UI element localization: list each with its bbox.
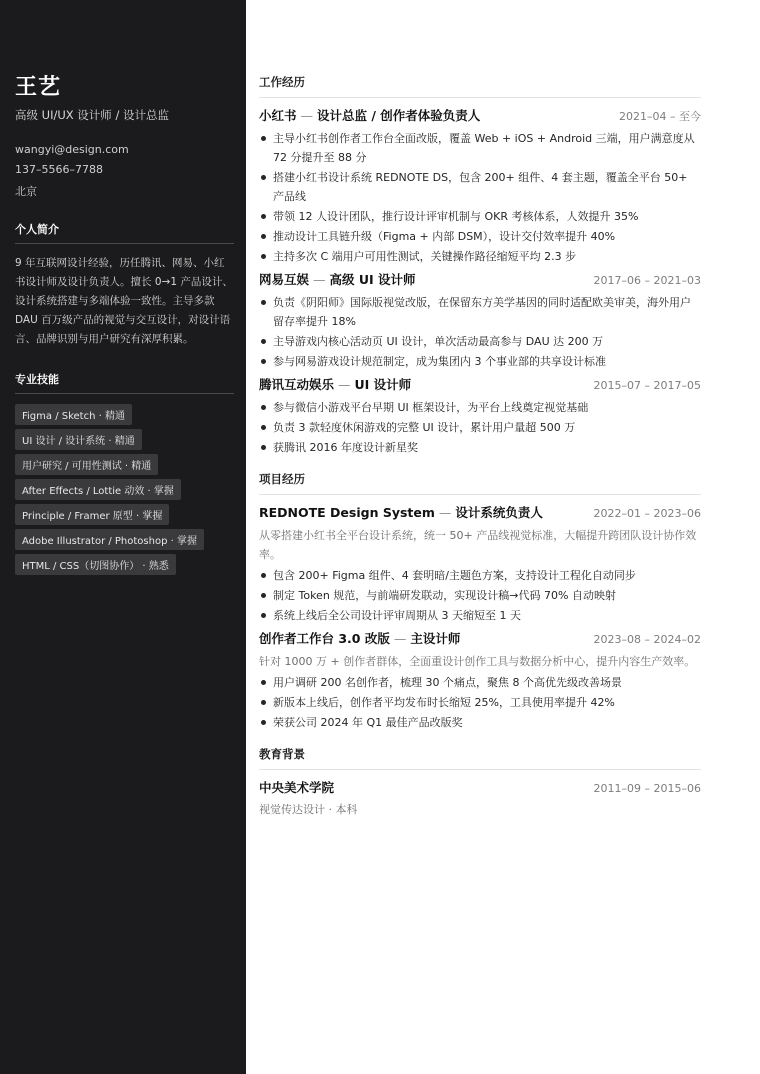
date-range: 2011–09 – 2015–06 [593,782,701,795]
candidate-name: 王艺 [15,75,62,100]
skill-tag: Principle / Framer 原型 · 掌握 [15,504,169,525]
project-entry [259,629,701,732]
phone: 137–5566–7788 [15,163,103,176]
bullet-item: 主导游戏内核心活动页 UI 设计，单次活动最高参与 DAU 达 200 万 [259,332,701,351]
bullet-list [259,673,701,732]
work-entry-title [259,375,411,393]
work-heading: 工作经历 [259,74,701,98]
school-name: 中央美术学院 [259,780,335,795]
bullet-item: 参与微信小游戏平台早期 UI 框架设计，为平台上线奠定视觉基础 [259,398,701,417]
date-range: 2022–01 – 2023–06 [593,507,701,520]
project-name: REDNOTE Design System [259,505,435,520]
skill-tag: HTML / CSS（切图协作） · 熟悉 [15,554,176,575]
skill-tag: Adobe Illustrator / Photoshop · 掌握 [15,529,204,550]
bullet-list [259,129,701,266]
role: 设计系统负责人 [455,505,543,520]
bullet-item: 搭建小红书设计系统 REDNOTE DS，包含 200+ 组件、4 套主题，覆盖全平台 50+ 产品线 [259,168,701,206]
bullet-item: 系统上线后全公司设计评审周期从 3 天缩短至 1 天 [259,606,701,625]
sidebar [0,0,246,1074]
skill-tag: UI 设计 / 设计系统 · 精通 [15,429,142,450]
major: 视觉传达设计 · 本科 [259,803,358,816]
skill-tag: Figma / Sketch · 精通 [15,404,132,425]
bullet-item: 新版本上线后，创作者平均发布时长缩短 25%，工具使用率提升 42% [259,693,701,712]
skills-heading: 专业技能 [15,371,234,394]
bullet-list [259,566,701,625]
role: UI 设计师 [354,377,412,392]
date-range: 2021–04 – 至今 [619,110,701,123]
education-section [259,746,701,817]
work-entry-title [259,106,480,124]
separator: — [300,108,314,123]
main-content [246,0,760,1074]
bullet-list [259,293,701,371]
company: 小红书 [259,108,297,123]
bullet-item: 包含 200+ Figma 组件、4 套明暗/主题色方案，支持设计工程化自动同步 [259,566,701,585]
project-entry [259,503,701,625]
summary-text: 9 年互联网设计经验，历任腾讯、网易、小红书设计师及设计负责人。擅长 0→1 产品设计、设计系统搭建与多端体验一致性。主导多款 DAU 百万级产品的视觉与交互设计，对设计语言、品牌识别与用户研究有深厚积累。 [15,257,233,345]
company: 网易互娱 [259,272,310,287]
date-range: 2023–08 – 2024–02 [593,633,701,646]
bullet-item: 荣获公司 2024 年 Q1 最佳产品改版奖 [259,713,701,732]
work-entry [259,106,701,266]
work-entry-title [259,270,416,288]
skill-tag: 用户研究 / 可用性测试 · 精通 [15,454,158,475]
separator: — [338,377,351,392]
work-section [259,74,701,457]
bullet-item: 负责 3 款轻度休闲游戏的完整 UI 设计，累计用户量超 500 万 [259,418,701,437]
bullet-list [259,398,701,457]
skills-list [15,404,234,575]
separator: — [393,631,407,646]
company: 腾讯互动娱乐 [259,377,335,392]
role: 设计总监 / 创作者体验负责人 [317,108,481,123]
role: 高级 UI 设计师 [329,272,416,287]
projects-section [259,471,701,732]
bullet-item: 带领 12 人设计团队，推行设计评审机制与 OKR 考核体系，人效提升 35% [259,207,701,226]
candidate-title: 高级 UI/UX 设计师 / 设计总监 [15,108,169,122]
bullet-item: 主持多次 C 端用户可用性测试，关键操作路径缩短平均 2.3 步 [259,247,701,266]
bullet-item: 推动设计工具链升级（Figma + 内部 DSM），设计交付效率提升 40% [259,227,701,246]
bullet-item: 获腾讯 2016 年度设计新星奖 [259,438,701,457]
bullet-item: 负责《阴阳师》国际版视觉改版，在保留东方美学基因的同时适配欧美审美，海外用户留存率提升 18% [259,293,701,331]
education-entry [259,778,701,817]
bullet-item: 用户调研 200 名创作者，梳理 30 个痛点，聚焦 8 个高优先级改善场景 [259,673,701,692]
work-entry [259,270,701,371]
project-description: 针对 1000 万 + 创作者群体，全面重设计创作工具与数据分析中心，提升内容生产效率。 [259,655,696,668]
work-entry [259,375,701,457]
email: wangyi@design.com [15,143,129,156]
separator: — [313,272,326,287]
city: 北京 [15,185,37,198]
bullet-item: 主导小红书创作者工作台全面改版，覆盖 Web + iOS + Android 三端，用户满意度从 72 分提升至 88 分 [259,129,701,167]
project-name: 创作者工作台 3.0 改版 [259,631,390,646]
summary-heading: 个人简介 [15,221,234,244]
project-entry-title [259,503,543,521]
bullet-item: 参与网易游戏设计规范制定，成为集团内 3 个事业部的共享设计标准 [259,352,701,371]
bullet-item: 制定 Token 规范，与前端研发联动，实现设计稿→代码 70% 自动映射 [259,586,701,605]
education-heading: 教育背景 [259,746,701,770]
role: 主设计师 [410,631,461,646]
projects-heading: 项目经历 [259,471,701,495]
date-range: 2015–07 – 2017–05 [593,379,701,392]
separator: — [438,505,452,520]
skill-tag: After Effects / Lottie 动效 · 掌握 [15,479,181,500]
project-description: 从零搭建小红书全平台设计系统，统一 50+ 产品线视觉标准，大幅提升跨团队设计协作效率。 [259,529,697,561]
project-entry-title [259,629,460,647]
date-range: 2017–06 – 2021–03 [593,274,701,287]
